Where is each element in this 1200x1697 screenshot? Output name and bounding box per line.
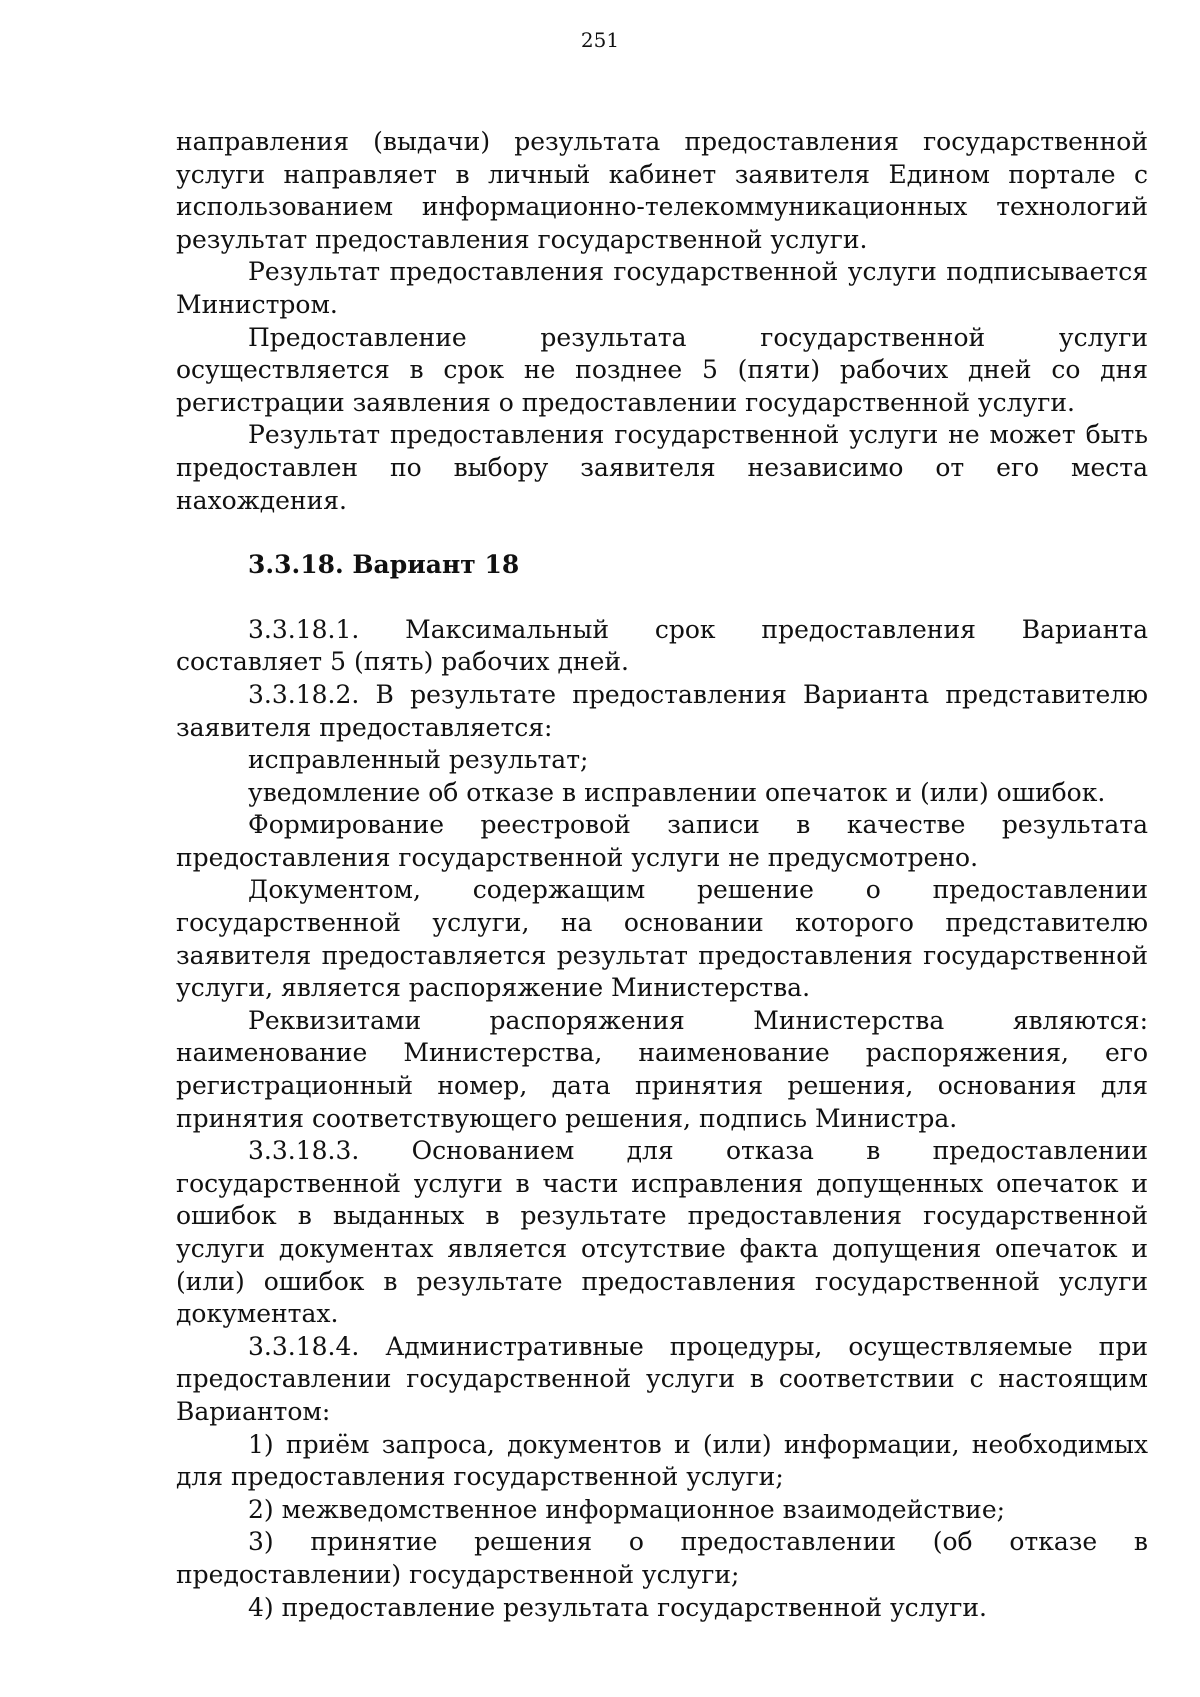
paragraph: Результат предоставления государственной услуги подписывается Министром. [176,257,1148,319]
list-item: 1) приём запроса, документов и (или) информации, необходимых для предоставления государственной услуги; [176,1429,1148,1492]
section-heading: 3.3.18. Вариант 18 [248,550,520,580]
paragraph: Результат предоставления государственной услуги не может быть предоставлен по выбору заявителя независимо от его места нахождения. [176,420,1148,515]
list-item: 3) принятие решения о предоставлении (об отказе в предоставлении) государственной услуги; [176,1527,1148,1589]
paragraph: 3.3.18.4. Административные процедуры, осуществляемые при предоставлении государственной услуги в соответствии с настоящим Вариантом: [176,1331,1148,1426]
list-item: уведомление об отказе в исправлении опечаток и (или) ошибок. [248,777,1106,807]
paragraph: Реквизитами распоряжения Министерства являются: наименование Министерства, наименование распоряжения, его регистрационный номер, дата принятия решения, основания для принятия соответствующего решения, подпись Министра. [176,1005,1148,1133]
paragraph: Документом, содержащим решение о предоставлении государственной услуги, на основании которого представителю заявителя предоставляется результат предоставления государственной услуги, является распоряжение Министерства. [176,875,1148,1003]
paragraph: Формирование реестровой записи в качестве результата предоставления государственной услуги не предусмотрено. [176,810,1148,872]
document-body [176,126,1148,1624]
page-number: 251 [580,28,620,52]
paragraph: 3.3.18.1. Максимальный срок предоставления Варианта составляет 5 (пять) рабочих дней. [176,614,1148,677]
paragraph: Предоставление результата государственной услуги осуществляется в срок не позднее 5 (пяти) рабочих дней со дня регистрации заявления о предоставлении государственной услуги. [176,322,1148,417]
paragraph: 3.3.18.3. Основанием для отказа в предоставлении государственной услуги в части исправления допущенных опечаток и ошибок в выданных в результате предоставления государственной услуги документах является отсутствие факта допущения опечаток и (или) ошибок в результате предоставления государственной услуги документах. [176,1136,1148,1329]
list-item: исправленный результат; [248,745,589,775]
list-item: 2) межведомственное информационное взаимодействие; [248,1494,1006,1524]
paragraph: 3.3.18.2. В результате предоставления Варианта представителю заявителя предоставляется: [176,679,1148,742]
paragraph: направления (выдачи) результата предоставления государственной услуги направляет в личный кабинет заявителя Едином портале с использованием информационно-телекоммуникационных технологий результат предоставления государственной услуги. [176,127,1148,254]
list-item: 4) предоставление результата государственной услуги. [248,1592,987,1622]
